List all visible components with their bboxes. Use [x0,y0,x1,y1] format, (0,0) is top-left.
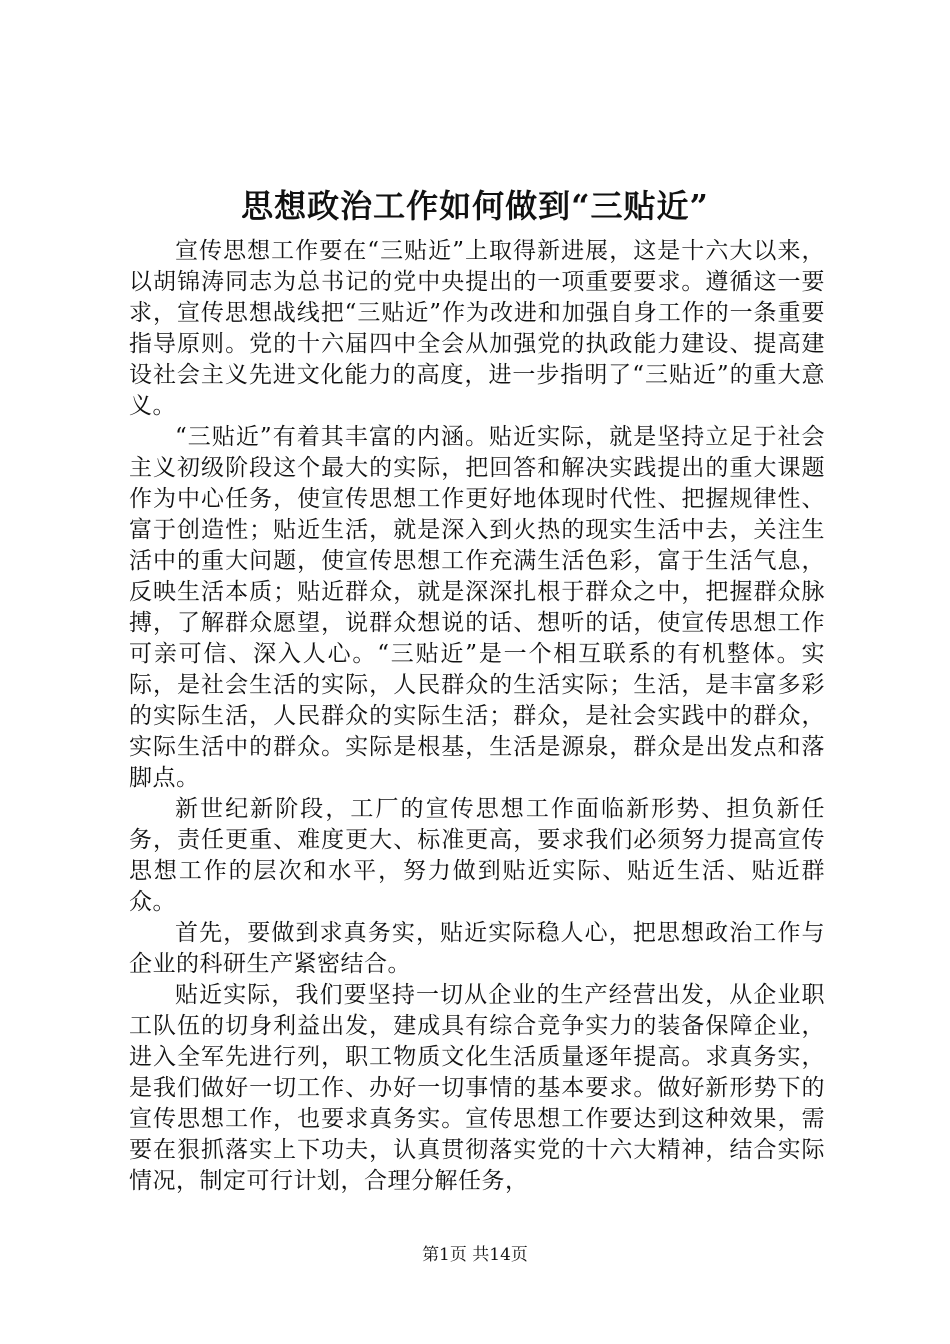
paragraph: 新世纪新阶段，工厂的宣传思想工作面临新形势、担负新任务，责任更重、难度更大、标准更高，要求我们必须努力提高宣传思想工作的层次和水平，努力做到贴近实际、贴近生活、贴近群众。 [129,796,825,915]
paragraph: 贴近实际，我们要坚持一切从企业的生产经营出发，从企业职工队伍的切身利益出发，建成具有综合竞争实力的装备保障企业，进入全军先进行列，职工物质文化生活质量逐年提高。求真务实，是我们做好一切工作、办好一切事情的基本要求。做好新形势下的宣传思想工作，也要求真务实。宣传思想工作要达到这种效果，需要在狠抓落实上下功夫，认真贯彻落实党的十六大精神，结合实际情况，制定可行计划，合理分解任务， [129,982,825,1194]
document-body [129,236,825,1197]
document-title: 思想政治工作如何做到“三贴近” [241,187,709,225]
paragraph: “三贴近”有着其丰富的内涵。贴近实际，就是坚持立足于社会主义初级阶段这个最大的实际，把回答和解决实践提出的重大课题作为中心任务，使宣传思想工作更好地体现时代性、把握规律性、富于创造性；贴近生活，就是深入到火热的现实生活中去，关注生活中的重大问题，使宣传思想工作充满生活色彩，富于生活气息，反映生活本质；贴近群众，就是深深扎根于群众之中，把握群众脉搏，了解群众愿望，说群众想说的话、想听的话，使宣传思想工作可亲可信、深入人心。“三贴近”是一个相互联系的有机整体。实际，是社会生活的实际，人民群众的生活实际；生活，是丰富多彩的实际生活，人民群众的实际生活；群众，是社会实践中的群众，实际生活中的群众。实际是根基，生活是源泉，群众是出发点和落脚点。 [129,424,825,791]
page-footer: 第1页 共14页 [422,1245,528,1265]
paragraph: 宣传思想工作要在“三贴近”上取得新进展，这是十六大以来，以胡锦涛同志为总书记的党中央提出的一项重要要求。遵循这一要求，宣传思想战线把“三贴近”作为改进和加强自身工作的一条重要指导原则。党的十六届四中全会从加强党的执政能力建设、提高建设社会主义先进文化能力的高度，进一步指明了“三贴近”的重大意义。 [129,238,825,419]
paragraph: 首先，要做到求真务实，贴近实际稳人心，把思想政治工作与企业的科研生产紧密结合。 [129,920,825,977]
